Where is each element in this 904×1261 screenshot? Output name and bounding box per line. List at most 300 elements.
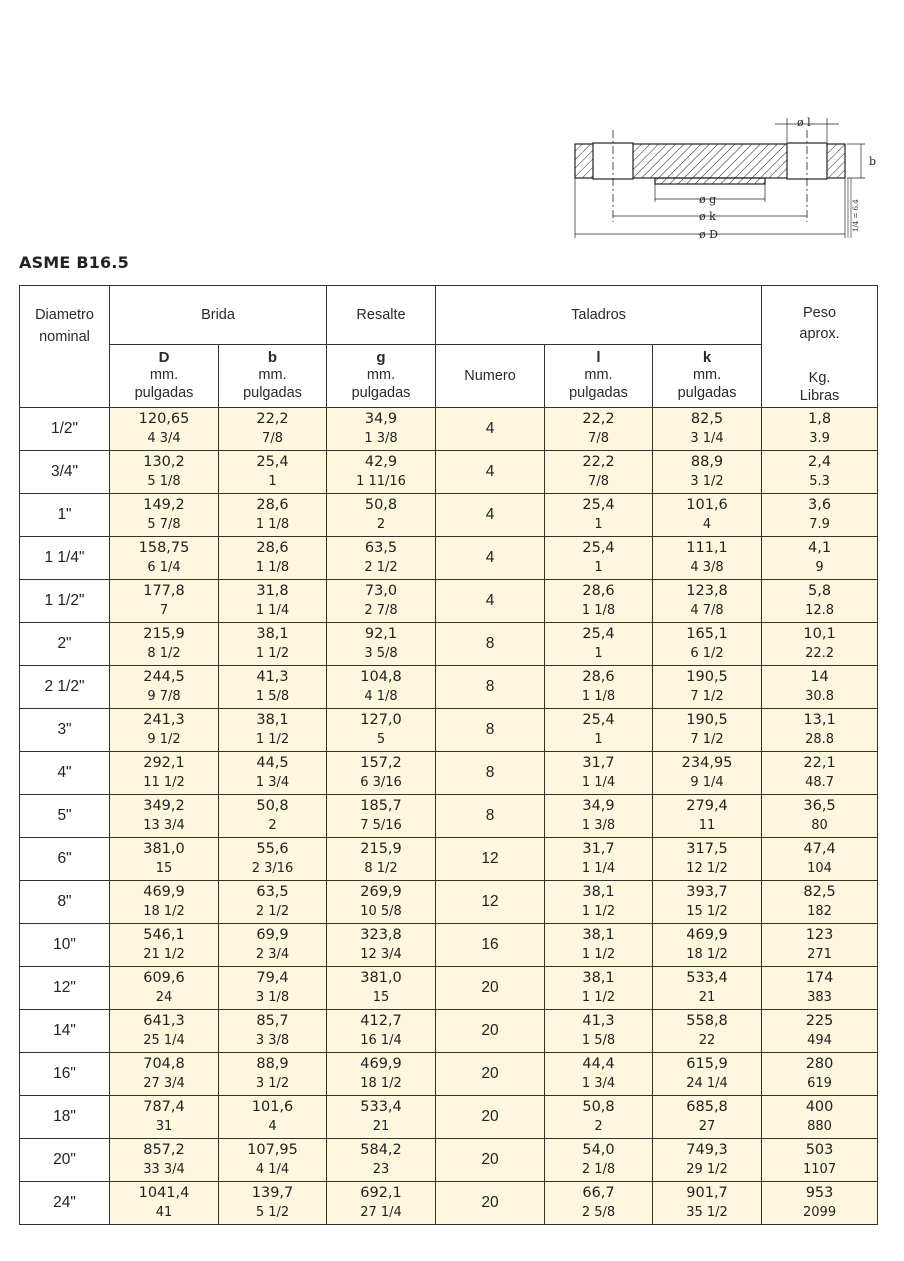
cell-value-metric: 55,6 — [256, 840, 289, 857]
cell-l — [545, 1138, 653, 1181]
cell-nominal: 10" — [20, 923, 110, 966]
cell-numero: 20 — [436, 1181, 545, 1224]
cell-value-imperial: 8 1/2 — [364, 860, 398, 876]
cell-value-metric: 101,6 — [686, 496, 728, 513]
cell-g — [327, 1138, 436, 1181]
cell-value-metric: 31,7 — [582, 840, 615, 857]
cell-nominal: 20" — [20, 1138, 110, 1181]
cell-value-imperial: 5 1/8 — [147, 473, 181, 489]
cell-kg — [762, 450, 878, 493]
cell-value-metric: 2,4 — [808, 453, 832, 470]
header-b-in: pulgadas — [243, 385, 302, 402]
cell-value-imperial: 9 1/4 — [690, 774, 724, 790]
cell-value-imperial: 7 1/2 — [690, 731, 724, 747]
cell-D — [110, 751, 219, 794]
cell-value-imperial: 104 — [807, 860, 832, 876]
cell-value-metric: 101,6 — [251, 1098, 294, 1115]
cell-b — [219, 794, 327, 837]
cell-nominal: 24" — [20, 1181, 110, 1224]
cell-value-metric: 22,2 — [256, 410, 289, 427]
cell-value-imperial: 2 5/8 — [581, 1204, 616, 1220]
header-lb: Libras — [799, 387, 840, 404]
cell-value-metric: 641,3 — [143, 1012, 185, 1029]
cell-value-imperial: 13 3/4 — [143, 817, 185, 833]
cell-b — [219, 450, 327, 493]
cell-value-metric: 88,9 — [690, 453, 724, 470]
cell-value-metric: 66,7 — [582, 1184, 615, 1201]
cell-g — [327, 622, 436, 665]
cell-value-imperial: 9 1/2 — [147, 731, 181, 747]
cell-value-imperial: 15 — [155, 860, 173, 876]
cell-D — [110, 923, 219, 966]
cell-value-metric: 177,8 — [143, 582, 185, 599]
table-row — [20, 1095, 878, 1138]
cell-value-metric: 234,95 — [681, 754, 733, 771]
cell-g — [327, 837, 436, 880]
cell-nominal: 5" — [20, 794, 110, 837]
cell-value-imperial: 24 — [155, 989, 173, 1005]
cell-D — [110, 966, 219, 1009]
cell-g — [327, 493, 436, 536]
cell-value-imperial: 30.8 — [805, 688, 835, 704]
cell-value-imperial: 1 1/4 — [581, 860, 616, 876]
cell-value-metric: 34,9 — [364, 410, 398, 427]
cell-nominal: 16" — [20, 1052, 110, 1095]
cell-value-metric: 317,5 — [686, 840, 728, 857]
cell-value-metric: 10,1 — [803, 625, 836, 642]
cell-value-imperial: 22 — [698, 1032, 716, 1048]
cell-numero: 4 — [436, 536, 545, 579]
cell-value-imperial: 4 7/8 — [690, 602, 724, 618]
cell-D — [110, 880, 219, 923]
cell-b — [219, 622, 327, 665]
cell-l — [545, 1009, 653, 1052]
table-row — [20, 493, 878, 536]
cell-k — [653, 751, 762, 794]
cell-l — [545, 665, 653, 708]
cell-value-metric: 292,1 — [143, 754, 185, 771]
cell-b — [219, 837, 327, 880]
cell-value-metric: 25,4 — [582, 711, 615, 728]
cell-nominal: 3" — [20, 708, 110, 751]
cell-value-metric: 393,7 — [686, 883, 728, 900]
cell-value-metric: 44,4 — [582, 1055, 615, 1072]
cell-value-imperial: 383 — [807, 989, 832, 1005]
cell-value-imperial: 5 7/8 — [147, 516, 181, 532]
cell-numero: 12 — [436, 837, 545, 880]
cell-value-imperial: 1 1/8 — [581, 602, 616, 618]
cell-value-metric: 107,95 — [247, 1141, 298, 1158]
cell-k — [653, 450, 762, 493]
cell-value-imperial: 21 — [698, 989, 716, 1005]
cell-nominal: 1 1/2" — [20, 579, 110, 622]
cell-nominal: 14" — [20, 1009, 110, 1052]
header-l-cell — [545, 345, 653, 408]
cell-k — [653, 966, 762, 1009]
cell-D — [110, 1052, 219, 1095]
header-D-mm: mm. — [149, 367, 179, 384]
cell-value-metric: 82,5 — [690, 410, 724, 427]
cell-value-imperial: 27 — [698, 1118, 716, 1134]
cell-value-metric: 3,6 — [808, 496, 832, 513]
cell-k — [653, 837, 762, 880]
cell-D — [110, 1138, 219, 1181]
cell-value-metric: 584,2 — [360, 1141, 402, 1158]
cell-value-metric: 82,5 — [803, 883, 836, 900]
cell-value-metric: 25,4 — [582, 496, 615, 513]
cell-value-imperial: 6 3/16 — [360, 774, 402, 790]
cell-value-metric: 85,7 — [256, 1012, 289, 1029]
cell-value-imperial: 3 1/8 — [255, 989, 290, 1005]
cell-l — [545, 579, 653, 622]
cell-value-metric: 857,2 — [143, 1141, 185, 1158]
cell-value-imperial: 16 1/4 — [360, 1032, 402, 1048]
cell-kg — [762, 622, 878, 665]
header-brida: Brida — [110, 286, 327, 345]
cell-kg — [762, 837, 878, 880]
cell-g — [327, 1009, 436, 1052]
cell-g — [327, 1095, 436, 1138]
cell-value-metric: 280 — [805, 1055, 834, 1072]
cell-value-imperial: 7 1/2 — [690, 688, 724, 704]
cell-value-metric: 73,0 — [364, 582, 398, 599]
cell-g — [327, 966, 436, 1009]
cell-value-metric: 38,1 — [256, 625, 289, 642]
table-row — [20, 407, 878, 450]
cell-value-imperial: 9 7/8 — [147, 688, 181, 704]
cell-value-metric: 953 — [805, 1184, 834, 1201]
cell-value-imperial: 1 1/4 — [255, 602, 290, 618]
cell-l — [545, 966, 653, 1009]
cell-k — [653, 1009, 762, 1052]
header-l-in: pulgadas — [569, 385, 628, 402]
label-k: ø k — [699, 210, 716, 223]
cell-b — [219, 665, 327, 708]
cell-value-imperial: 7/8 — [588, 473, 609, 489]
cell-D — [110, 536, 219, 579]
cell-D — [110, 1095, 219, 1138]
cell-b — [219, 1052, 327, 1095]
cell-k — [653, 665, 762, 708]
cell-nominal: 2 1/2" — [20, 665, 110, 708]
cell-b — [219, 1095, 327, 1138]
cell-value-metric: 546,1 — [143, 926, 185, 943]
cell-k — [653, 923, 762, 966]
cell-value-metric: 38,1 — [256, 711, 289, 728]
cell-l — [545, 708, 653, 751]
cell-k — [653, 1138, 762, 1181]
cell-value-imperial: 12 3/4 — [360, 946, 402, 962]
flange-spec-table — [19, 285, 878, 1225]
cell-value-metric: 787,4 — [143, 1098, 185, 1115]
cell-value-metric: 41,3 — [256, 668, 289, 685]
cell-value-imperial: 7.9 — [809, 516, 830, 532]
cell-value-metric: 22,2 — [582, 453, 615, 470]
cell-numero: 8 — [436, 665, 545, 708]
cell-value-metric: 47,4 — [803, 840, 836, 857]
cell-value-imperial: 1 3/8 — [364, 430, 398, 446]
cell-value-metric: 36,5 — [803, 797, 836, 814]
cell-k — [653, 622, 762, 665]
cell-k — [653, 493, 762, 536]
cell-value-imperial: 1 — [268, 473, 277, 489]
label-raised: 1/4 = 6.4 — [852, 199, 860, 232]
cell-value-imperial: 9 — [815, 559, 824, 575]
cell-value-metric: 503 — [805, 1141, 834, 1158]
cell-l — [545, 622, 653, 665]
cell-g — [327, 665, 436, 708]
cell-nominal: 4" — [20, 751, 110, 794]
cell-value-imperial: 28.8 — [805, 731, 835, 747]
cell-D — [110, 493, 219, 536]
table-row — [20, 1009, 878, 1052]
cell-value-imperial: 271 — [807, 946, 832, 962]
cell-value-imperial: 2 1/2 — [364, 559, 398, 575]
header-D: D — [158, 349, 170, 367]
cell-value-imperial: 1 — [594, 645, 603, 661]
cell-nominal: 1/2" — [20, 407, 110, 450]
cell-value-metric: 558,8 — [686, 1012, 728, 1029]
cell-value-imperial: 1 3/8 — [581, 817, 616, 833]
cell-kg — [762, 708, 878, 751]
cell-value-metric: 42,9 — [364, 453, 398, 470]
cell-numero: 4 — [436, 450, 545, 493]
table-row — [20, 1181, 878, 1224]
cell-nominal: 12" — [20, 966, 110, 1009]
cell-b — [219, 1009, 327, 1052]
cell-value-imperial: 23 — [372, 1161, 390, 1177]
cell-g — [327, 536, 436, 579]
cell-D — [110, 407, 219, 450]
cell-numero: 4 — [436, 407, 545, 450]
cell-nominal: 6" — [20, 837, 110, 880]
cell-value-metric: 25,4 — [256, 453, 289, 470]
cell-value-imperial: 1 3/4 — [255, 774, 290, 790]
table-row — [20, 966, 878, 1009]
cell-value-imperial: 1 — [594, 559, 603, 575]
cell-g — [327, 923, 436, 966]
cell-D — [110, 579, 219, 622]
cell-g — [327, 1181, 436, 1224]
cell-value-metric: 28,6 — [582, 582, 615, 599]
cell-b — [219, 579, 327, 622]
cell-value-imperial: 1 1/2 — [255, 731, 290, 747]
cell-value-imperial: 7/8 — [262, 430, 283, 446]
cell-numero: 20 — [436, 966, 545, 1009]
cell-value-metric: 149,2 — [143, 496, 185, 513]
cell-D — [110, 837, 219, 880]
cell-k — [653, 579, 762, 622]
header-kg: Kg. — [808, 369, 831, 386]
cell-value-imperial: 4 3/4 — [147, 430, 181, 446]
cell-value-imperial: 5.3 — [809, 473, 830, 489]
cell-value-imperial: 21 — [372, 1118, 390, 1134]
cell-value-imperial: 5 1/2 — [255, 1204, 290, 1220]
cell-value-metric: 190,5 — [686, 711, 728, 728]
cell-value-metric: 120,65 — [138, 410, 190, 427]
cell-value-metric: 139,7 — [251, 1184, 294, 1201]
cell-value-metric: 130,2 — [143, 453, 185, 470]
cell-numero: 4 — [436, 579, 545, 622]
header-b-mm: mm. — [258, 367, 287, 384]
cell-value-metric: 88,9 — [256, 1055, 289, 1072]
table-row — [20, 450, 878, 493]
cell-k — [653, 794, 762, 837]
cell-g — [327, 579, 436, 622]
cell-l — [545, 1181, 653, 1224]
cell-l — [545, 1095, 653, 1138]
cell-value-metric: 28,6 — [256, 539, 289, 556]
cell-value-metric: 615,9 — [686, 1055, 728, 1072]
cell-value-imperial: 1 5/8 — [255, 688, 290, 704]
cell-numero: 16 — [436, 923, 545, 966]
cell-value-imperial: 18 1/2 — [360, 1075, 402, 1091]
cell-value-metric: 50,8 — [582, 1098, 615, 1115]
cell-value-imperial: 4 — [702, 516, 712, 532]
cell-nominal: 8" — [20, 880, 110, 923]
cell-value-imperial: 12 1/2 — [686, 860, 728, 876]
cell-value-metric: 79,4 — [256, 969, 289, 986]
cell-value-metric: 4,1 — [808, 539, 832, 556]
cell-value-metric: 127,0 — [360, 711, 402, 728]
cell-l — [545, 1052, 653, 1095]
cell-value-metric: 685,8 — [686, 1098, 728, 1115]
table-row — [20, 880, 878, 923]
cell-value-metric: 50,8 — [256, 797, 289, 814]
header-peso-units — [762, 345, 878, 408]
cell-value-imperial: 7 5/16 — [360, 817, 402, 833]
cell-value-imperial: 7/8 — [588, 430, 609, 446]
cell-value-metric: 244,5 — [143, 668, 185, 685]
cell-value-imperial: 7 — [159, 602, 169, 618]
table-row — [20, 1138, 878, 1181]
cell-numero: 20 — [436, 1095, 545, 1138]
cell-nominal: 1" — [20, 493, 110, 536]
cell-value-metric: 38,1 — [582, 926, 615, 943]
cell-value-metric: 22,2 — [582, 410, 615, 427]
cell-value-metric: 63,5 — [364, 539, 398, 556]
cell-value-imperial: 8 1/2 — [147, 645, 181, 661]
cell-value-metric: 157,2 — [360, 754, 402, 771]
cell-value-metric: 269,9 — [360, 883, 402, 900]
cell-value-metric: 22,1 — [803, 754, 836, 771]
cell-numero: 8 — [436, 622, 545, 665]
cell-value-metric: 104,8 — [360, 668, 402, 685]
header-taladros: Taladros — [436, 286, 762, 345]
cell-g — [327, 407, 436, 450]
table-row — [20, 536, 878, 579]
cell-nominal: 2" — [20, 622, 110, 665]
cell-value-imperial: 1 1/8 — [255, 559, 290, 575]
cell-value-metric: 69,9 — [256, 926, 289, 943]
cell-value-imperial: 619 — [807, 1075, 832, 1091]
cell-value-imperial: 41 — [155, 1204, 173, 1220]
cell-value-imperial: 1 5/8 — [581, 1032, 616, 1048]
header-g-in: pulgadas — [351, 385, 411, 402]
cell-value-imperial: 1 1/2 — [581, 903, 616, 919]
cell-value-imperial: 24 1/4 — [686, 1075, 728, 1091]
cell-value-metric: 190,5 — [686, 668, 728, 685]
cell-nominal: 18" — [20, 1095, 110, 1138]
cell-D — [110, 1009, 219, 1052]
cell-value-imperial: 1 — [594, 516, 603, 532]
header-g-mm: mm. — [366, 367, 396, 384]
cell-nominal: 3/4" — [20, 450, 110, 493]
cell-kg — [762, 751, 878, 794]
cell-value-metric: 158,75 — [138, 539, 190, 556]
cell-value-imperial: 1 1/2 — [581, 946, 616, 962]
label-D: ø D — [699, 228, 718, 241]
cell-value-imperial: 11 — [698, 817, 716, 833]
cell-value-imperial: 6 1/4 — [147, 559, 181, 575]
label-l: ø l — [797, 116, 811, 129]
cell-k — [653, 880, 762, 923]
cell-value-imperial: 25 1/4 — [143, 1032, 185, 1048]
cell-value-metric: 38,1 — [582, 969, 615, 986]
cell-value-imperial: 3 1/2 — [255, 1075, 290, 1091]
cell-b — [219, 493, 327, 536]
cell-value-metric: 63,5 — [256, 883, 289, 900]
cell-value-metric: 111,1 — [686, 539, 728, 556]
cell-value-metric: 901,7 — [686, 1184, 728, 1201]
table-row — [20, 1052, 878, 1095]
cell-g — [327, 708, 436, 751]
cell-value-metric: 1,8 — [808, 410, 832, 427]
cell-kg — [762, 1181, 878, 1224]
header-k-mm: mm. — [692, 367, 722, 384]
cell-value-imperial: 6 1/2 — [690, 645, 724, 661]
header-resalte: Resalte — [327, 286, 436, 345]
cell-value-metric: 92,1 — [364, 625, 398, 642]
cell-value-imperial: 182 — [807, 903, 832, 919]
cell-value-imperial: 5 — [376, 731, 386, 747]
cell-kg — [762, 407, 878, 450]
page-title: ASME B16.5 — [19, 253, 129, 272]
cell-value-metric: 41,3 — [582, 1012, 615, 1029]
cell-l — [545, 751, 653, 794]
table-row — [20, 665, 878, 708]
cell-kg — [762, 966, 878, 1009]
cell-value-metric: 14 — [810, 668, 829, 685]
cell-value-imperial: 2 3/4 — [255, 946, 290, 962]
cell-value-metric: 38,1 — [582, 883, 615, 900]
cell-b — [219, 923, 327, 966]
cell-value-metric: 5,8 — [808, 582, 832, 599]
cell-value-imperial: 22.2 — [805, 645, 835, 661]
cell-value-imperial: 1 1/4 — [581, 774, 616, 790]
cell-g — [327, 880, 436, 923]
cell-value-imperial: 4 1/4 — [255, 1161, 290, 1177]
cell-D — [110, 708, 219, 751]
cell-kg — [762, 1009, 878, 1052]
cell-D — [110, 665, 219, 708]
cell-b — [219, 1181, 327, 1224]
cell-value-imperial: 48.7 — [805, 774, 835, 790]
header-D-in: pulgadas — [134, 385, 194, 402]
cell-value-imperial: 2 7/8 — [364, 602, 398, 618]
cell-value-imperial: 1 1/8 — [581, 688, 616, 704]
cell-value-metric: 704,8 — [143, 1055, 185, 1072]
table-row — [20, 751, 878, 794]
cell-value-imperial: 4 — [268, 1118, 277, 1134]
cell-value-metric: 349,2 — [143, 797, 185, 814]
cell-kg — [762, 493, 878, 536]
cell-numero: 4 — [436, 493, 545, 536]
table-row — [20, 622, 878, 665]
cell-b — [219, 1138, 327, 1181]
cell-k — [653, 407, 762, 450]
cell-value-metric: 469,9 — [143, 883, 185, 900]
